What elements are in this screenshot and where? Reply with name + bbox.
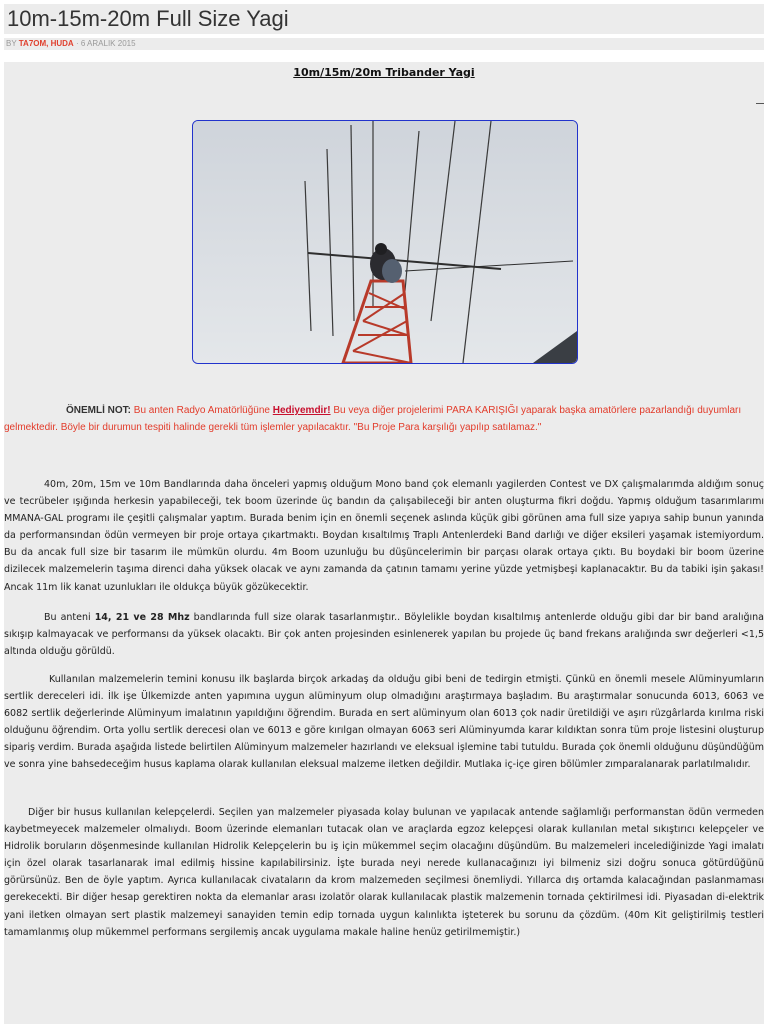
paragraph-bands <box>4 609 764 660</box>
note-text-end: Bu veya diğer projelerimi PARA KARIŞIĞI yaparak başka amatörlere pazarlandığı duyumları gelmektedir. Böyle bir durumun tespiti halinde gerekli tüm işlemler yapılacaktır. "Bu Proje Para karşılığı yapılıp satılamaz." <box>4 405 742 433</box>
antenna-tower-photo[interactable] <box>192 120 578 364</box>
title-bar <box>4 4 764 34</box>
author-link[interactable]: TA7OM, HUDA <box>18 39 74 48</box>
by-label: BY <box>6 39 19 48</box>
post-meta <box>4 38 764 50</box>
article-content <box>4 62 764 1024</box>
separator-dash <box>756 103 764 104</box>
date-separator: · <box>73 39 81 48</box>
page-title: 10m-15m-20m Full Size Yagi <box>7 6 289 31</box>
bands-text-end: bandlarında full size olarak tasarlanmıştır.. Böylelikle boydan kısaltılmış antenlerde olduğu gibi dar bir band aralığına sıkışıp kalmayacak ve performansı da yüksek olacaktı. Bir çok anten projesinden esinlenerek yapılan bu projede üç band frekans aralığında swr değerleri <1,5 altında olduğu görüldü. <box>4 612 764 658</box>
paragraph-clamps: Diğer bir husus kullanılan kelepçelerdi. Seçilen yan malzemeler piyasada kolay bulunan ve yapılacak antende sağlamlığı performanstan ödün vermeden kaybetmeyecek malzemeler olmalıydı. Boom üzerinde elemanları tutacak olan ve araçlarda egzoz kelepçesi olarak kullanılan metal sıkıştırıcı kelepçeler ve Hidrolik boruların döşenmesinde kullanılan Hidrolik Kelepçelerin bu iş için mükemmel seçim olacağını düşündüm. Bu malzemeleri incelediğinizde Yagi imalatı için özel olarak tasarlanarak imal edilmiş hissine kapılabilirsiniz. İşte burada neyi nerede kullanacağınızı iyi bilmeniz sizi doğru sonuca götürdüğünü görürsünüz. Ben de öyle yaptım. Ayrıca kullanılacak civataların da krom malzemeden seçilmesi önemliydi. Yıllarca dış ortamda kalacağından paslanmaması gerekecekti. Bir diğer hesap gerektiren nokta da elemanlar arası izolatör olarak kullanılacak plastik malzemenin tornada çektirilmesi idi. Piyasadan di-elektrik yani iletken olmayan sert plastik malzemeyi sanayiden temin edip tornada uygun kalınlıkta işteterek bu sorunu da çözdüm. (40m Kit geliştirilmiş testleri tamamlanmış olup mükemmel performans sergilemiş ancak uygulama makale haline henüz getirilmemiştir.) <box>4 807 764 938</box>
antenna-photo-drawing <box>193 121 577 363</box>
post-meta-line <box>4 38 764 50</box>
gift-highlight-link[interactable]: Hediyemdir! <box>272 405 331 416</box>
article-title: 10m/15m/20m Tribander Yagi <box>293 66 475 79</box>
note-label: ÖNEMLİ NOT: <box>66 405 131 416</box>
paragraph-intro: 40m, 20m, 15m ve 10m Bandlarında daha önceleri yapmış olduğum Mono band çok elemanlı yagilerden Contest ve DX çalışmalarımda aldığım sonuç ve tecrübeler ışığında herkesin yapabileceği, tek boom üzerinde üç bandın da çalışabileceği bir anten oluşturma fikri doğdu. Yapmış olduğum tasarımlarımı MMANA-GAL programı ile çeşitli çalışmalar yaptım. Burada benim için en önemli seçenek aslında küçük gibi görünen ama full size yapıya sahip bunun yanında da performansından ödün vermeyen bir proje ortaya çıkartmaktı. Boydan kısaltılmış Traplı Antenlerdeki Band darlığı ve diğer eksileri yaşamak istemiyordum. Bu da ancak full size bir tasarım ile mümkün olurdu. 4m Boom uzunluğu bu düşüncelerimin bir parçası olarak ortaya çıktı. Bu boydaki bir boom üzerine dizilecek malzemelerin taşıma direnci daha yüksek olacak ve aynı zamanda da çatının tamamı yerine yüzde yetmişbeşi kaplanacaktır. Bu da tabiki işin şakası! Ancak 11m lik kanat uzunlukları ile oldukça büyük gözükecektir. <box>4 479 764 593</box>
post-date: 6 ARALIK 2015 <box>80 39 136 48</box>
important-note <box>4 402 764 436</box>
bands-text-start: Bu anteni <box>44 612 95 623</box>
note-text-start: Bu anten Radyo Amatörlüğüne <box>131 405 273 416</box>
bands-frequencies: 14, 21 ve 28 Mhz <box>94 612 190 623</box>
paragraph-materials: Kullanılan malzemelerin temini konusu ilk başlarda birçok arkadaş da olduğu gibi beni de tedirgin etmişti. Çünkü en önemli mesele Alüminyumların sertlik dereceleri idi. İlk işe Ülkemizde anten yapımına uygun alüminyum olup olmadığını araştırmaya başladım. Bu araştırmalar sonucunda 6013, 6063 ve 6082 sertlik değerlerinde Alüminyum imalatının yapıldığını öğrendim. Burada en sert alüminyum olan 6013 çok nadir üretildiği ve aşırı rüzgârlarda kırılma riski olduğunu öğrendim. Orta yollu sertlik derecesi olan ve 6013 e göre kırılgan olmayan 6063 seri Alüminyumda karar kıldıktan sonra tüm proje listesini oluşturup sipariş verdim. Burada aşağıda listede belirtilen Alüminyum malzemeler hazırlandı ve eleksual işlemine tabi tutuldu. Burada çok önemli olduğunu düşündüğüm ve sonra yine bahsedeceğim husus kaplama olarak kullanılan eleksual malzeme iletken değildir. Mutlaka iç-içe giren bölümler zımparalanarak parlatılmalıdır. <box>4 674 764 771</box>
sky-background <box>193 121 577 363</box>
